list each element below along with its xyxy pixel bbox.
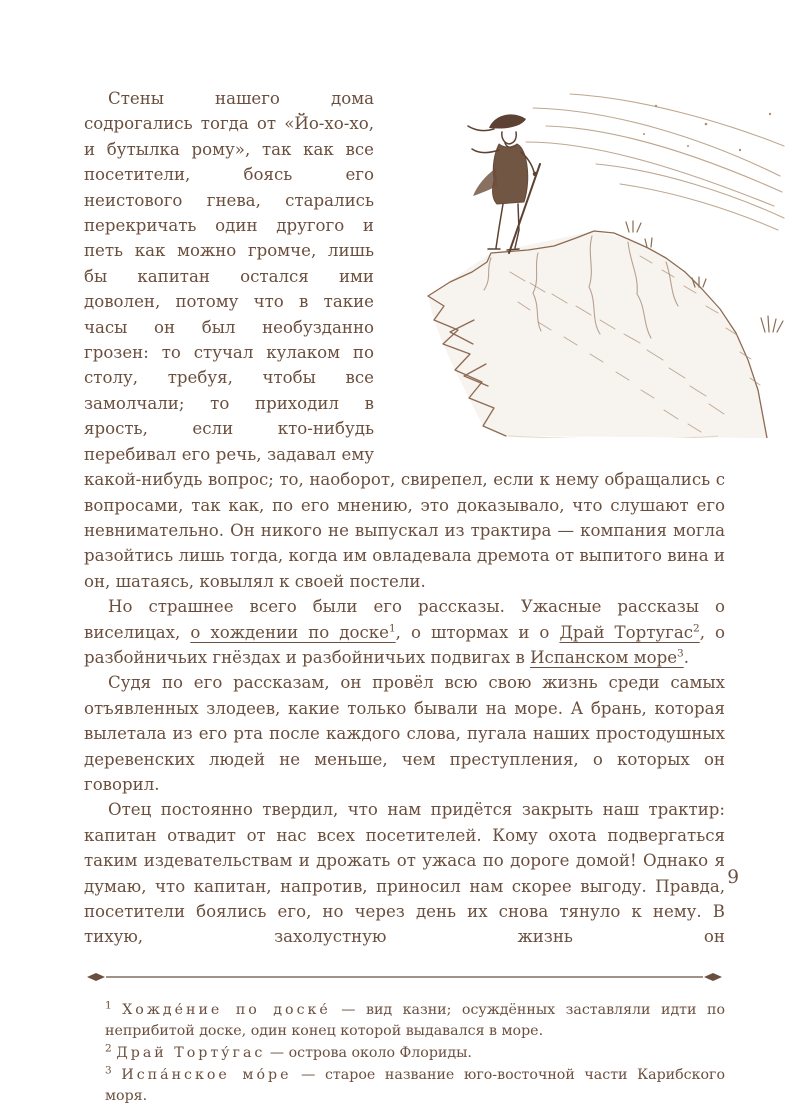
footnote-3-definition: — старое название юго-восточной части Карибского моря. xyxy=(105,1066,726,1105)
footnote-ref-2: 2 xyxy=(693,622,700,634)
p2-fn2-term: Драй Тортугас xyxy=(559,622,694,642)
separator-left-diamond-icon xyxy=(87,973,105,981)
pirate-on-cliff-icon xyxy=(388,80,785,438)
underlined-dry-tortugas xyxy=(559,623,699,642)
pirate-on-cliff-illustration xyxy=(388,80,785,438)
footnote-1-mark: 1 xyxy=(105,999,112,1012)
footnote-separator xyxy=(84,970,725,984)
footnotes-section xyxy=(84,1000,725,1108)
p2-tail: . xyxy=(683,647,689,667)
footnote-3-term: Испа́нское мо́ре xyxy=(121,1066,292,1083)
page-number: 9 xyxy=(727,867,739,888)
footnote-2-definition: — острова около Флориды. xyxy=(269,1045,472,1061)
separator-right-diamond-icon xyxy=(704,973,722,981)
paragraph-terrible-stories xyxy=(84,594,725,670)
paragraph-father-worries: Отец постоянно твердил, что нам придётся закрыть наш трактир: капитан отвадит от нас всех посетителей. Кому охота подвергаться таким издевательствам и дрожать от ужаса по дороге домой! Однако я думаю, что капитан, напротив, приносил нам скорее выгоду. Правда, посетители боялись его, но через день их снова тянуло к нему. В тихую, захолустную жизнь он xyxy=(84,800,725,947)
footnote-3-mark: 3 xyxy=(105,1063,112,1076)
p2-mid2: , о разбойничьих гнёздах и разбойничьих подвигах в xyxy=(84,622,725,667)
footnote-ref-1: 1 xyxy=(388,622,396,634)
p2-fn1-term: о хождении по доске xyxy=(190,622,389,642)
pirate-figure xyxy=(468,114,540,253)
underlined-walking-the-plank xyxy=(190,623,395,642)
footnote-1-definition: — вид казни; осуждённых заставляли идти по неприбитой доске, один конец которой выдавался в море. xyxy=(105,1001,725,1040)
p2-fn3-term: Испанском море xyxy=(530,647,678,667)
footnote-2-mark: 2 xyxy=(105,1042,112,1055)
footnote-1 xyxy=(84,1000,725,1043)
p2-lead: Но страшнее всего были его рассказы. Ужасные рассказы о виселицах, xyxy=(84,597,725,642)
footnote-1-term: Хожде́ние по доске́ xyxy=(122,1001,331,1018)
paragraph-tavern-roar: Стены нашего дома содрогались тогда от «Йо-хо-хо, и бутылка рому», так как все посетители, боясь его неистового гнева, старались перекричать один другого и петь как можно громче, лишь бы капитан остался ими доволен, потому что в такие часы он был необузданно грозен: то стучал кулаком по столу, требуя, чтобы все замолчали; то приходил в ярость, если кто-нибудь перебивал его речь, задавал ему какой-нибудь вопрос; то, наоборот, свирепел, если к нему обращались с вопросами, так как, по его мнению, это доказывало, что слушают его невнимательно. Он никого не выпускал из трактира — компания могла разойтись лишь тогда, когда им овладевала дремота от выпитого вина и он, шатаясь, ковылял к своей постели. xyxy=(84,89,725,591)
footnote-ref-3: 3 xyxy=(677,647,684,660)
paragraph-captain-life: Судя по его рассказам, он провёл всю свою жизнь среди самых отъявленных злодеев, какие только бывали на море. А брань, которая вылетала из его рта после каждого слова, пугала наших простодушных деревенских людей не меньше, чем преступления, о которых он говорил. xyxy=(84,673,725,794)
footnote-2 xyxy=(84,1043,725,1065)
footnote-2-term: Драй Торту́гас xyxy=(116,1045,266,1061)
body-text xyxy=(84,86,725,950)
footnote-3 xyxy=(84,1065,725,1108)
p2-mid1: , о штормах и о xyxy=(395,622,560,642)
underlined-spanish-main xyxy=(530,648,684,667)
